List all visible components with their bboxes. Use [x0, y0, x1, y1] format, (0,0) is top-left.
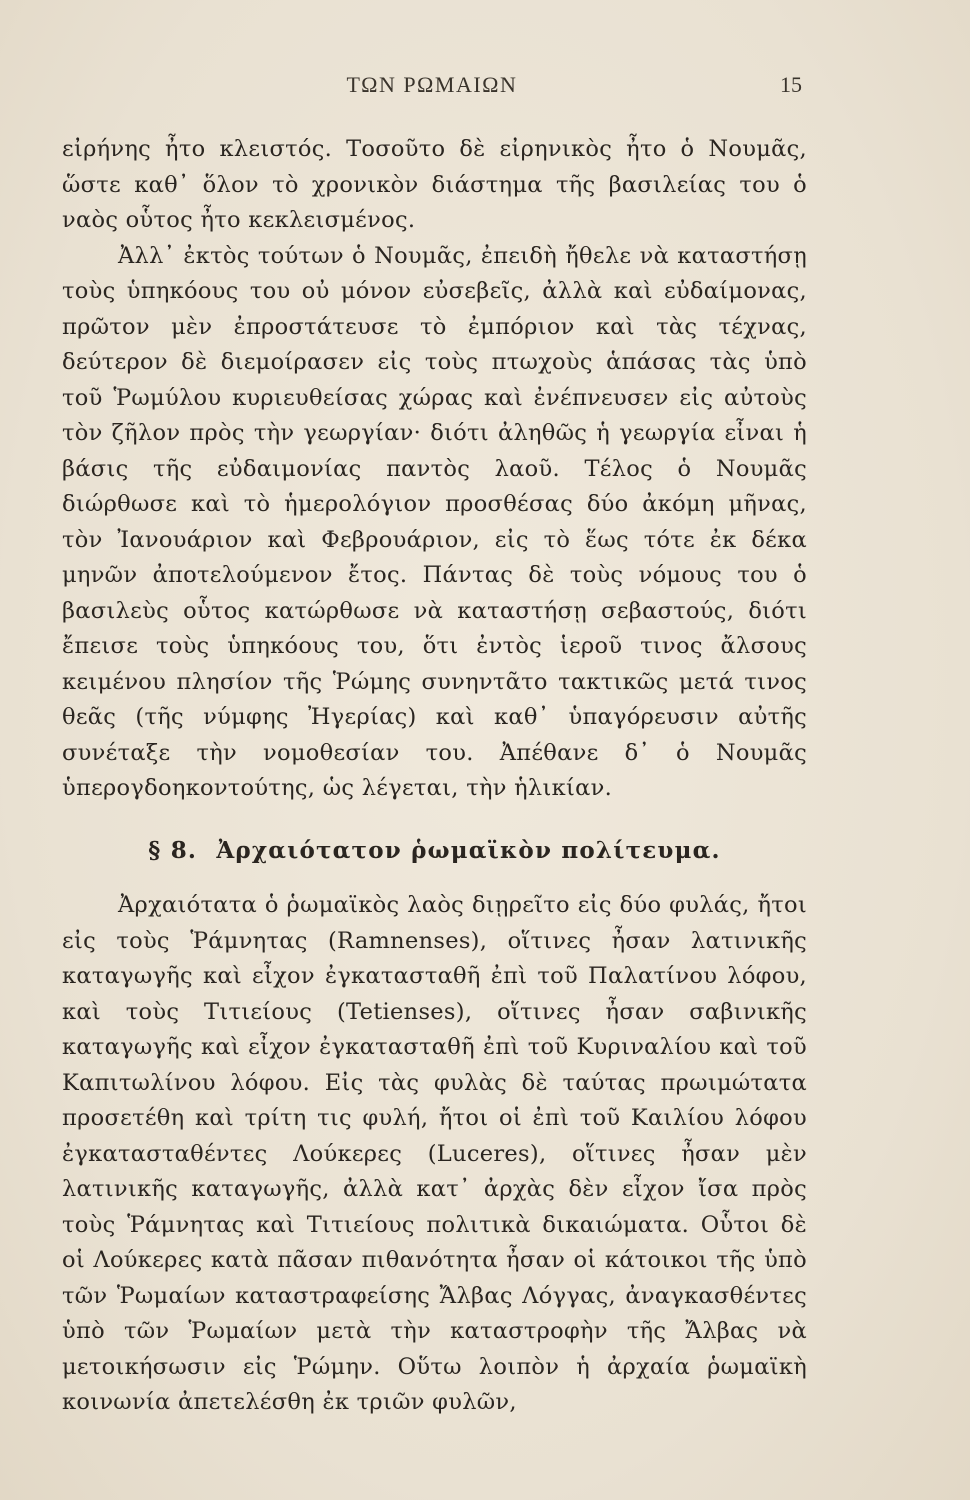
paragraph-numas: Ἀλλ᾽ ἐκτὸς τούτων ὁ Νουμᾶς, ἐπειδὴ ἤθελε νὰ καταστήσῃ τοὺς ὑπηκόους του οὐ μόνον εὐσεβεῖς, ἀλλὰ καὶ εὐδαίμονας, πρῶτον μὲν ἐπροστάτευσε τὸ ἐμπόριον καὶ τὰς τέχνας, δεύτερον δὲ διεμοίρασεν εἰς τοὺς πτωχοὺς ἁπάσας τὰς ὑπὸ τοῦ Ῥωμύλου κυριευθείσας χώρας καὶ ἐνέπνευσεν εἰς αὐτοὺς τὸν ζῆλον πρὸς τὴν γεωργίαν· διότι ἀληθῶς ἡ γεωργία εἶναι ἡ βάσις τῆς εὐδαιμονίας παντὸς λαοῦ. Τέλος ὁ Νουμᾶς διώρθωσε καὶ τὸ ἡμερολόγιον προσθέσας δύο ἀκόμη μῆνας, τὸν Ἰανουάριον καὶ Φεβρουάριον, εἰς τὸ ἕως τότε ἐκ δέκα μηνῶν ἀποτελούμενον ἔτος. Πάντας δὲ τοὺς νόμους του ὁ βασιλεὺς οὗτος κατώρθωσε νὰ καταστήσῃ σεβαστούς, διότι ἔπεισε τοὺς ὑπηκόους του, ὅτι ἐντὸς ἱεροῦ τινος ἄλσους κειμένου πλησίον τῆς Ῥώμης συνηντᾶτο τακτικῶς μετά τινος θεᾶς (τῆς νύμφης Ἠγερίας) καὶ καθ᾽ ὑπαγόρευσιν αὐτῆς συνέταξε τὴν νομοθεσίαν του. Ἀπέθανε δ᾽ ὁ Νουμᾶς ὑπερογδοηκοντούτης, ὡς λέγεται, τὴν ἡλικίαν. — [62, 242, 807, 801]
running-head: ΤΩΝ ΡΩΜΑΙΩΝ — [346, 72, 518, 97]
page-header — [62, 72, 802, 106]
section-mark: § 8. — [148, 836, 198, 864]
paragraph-continued: εἰρήνης ἦτο κλειστός. Τοσοῦτο δὲ εἰρηνικὸς ἦτο ὁ Νουμᾶς, ὥστε καθ᾽ ὅλον τὸ χρονικὸν διάστημα τῆς βασιλείας του ὁ ναὸς οὗτος ἦτο κεκλεισμένος. — [62, 136, 807, 233]
section-heading — [62, 833, 807, 869]
page-number: 15 — [780, 72, 802, 97]
section-title: Ἀρχαιότατον ῥωμαϊκὸν πολίτευμα. — [216, 836, 721, 864]
body-text — [62, 132, 807, 1421]
paragraph-tribes: Ἀρχαιότατα ὁ ῥωμαϊκὸς λαὸς διῃρεῖτο εἰς δύο φυλάς, ἤτοι εἰς τοὺς Ῥάμνητας (Ramnenses), οἵτινες ἦσαν λατινικῆς καταγωγῆς καὶ εἶχον ἐγκατασταθῆ ἐπὶ τοῦ Παλατίνου λόφου, καὶ τοὺς Τιτιείους (Tetienses), οἵτινες ἦσαν σαβινικῆς καταγωγῆς καὶ εἶχον ἐγκατασταθῆ ἐπὶ τοῦ Κυριναλίου καὶ τοῦ Καπιτωλίνου λόφου. Εἰς τὰς φυλὰς δὲ ταύτας πρωιμώτατα προσετέθη καὶ τρίτη τις φυλή, ἤτοι οἱ ἐπὶ τοῦ Καιλίου λόφου ἐγκατασταθέντες Λούκερες (Luceres), οἵτινες ἦσαν μὲν λατινικῆς καταγωγῆς, ἀλλὰ κατ᾽ ἀρχὰς δὲν εἶχον ἴσα πρὸς τοὺς Ῥάμνητας καὶ Τιτιείους πολιτικὰ δικαιώματα. Οὗτοι δὲ οἱ Λούκερες κατὰ πᾶσαν πιθανότητα ἦσαν οἱ κάτοικοι τῆς ὑπὸ τῶν Ῥωμαίων καταστραφείσης Ἄλβας Λόγγας, ἀναγκασθέντες ὑπὸ τῶν Ῥωμαίων μετὰ τὴν καταστροφὴν τῆς Ἄλβας νὰ μετοικήσωσιν εἰς Ῥώμην. Οὕτω λοιπὸν ἡ ἀρχαία ῥωμαϊκὴ κοινωνία ἀπετελέσθη ἐκ τριῶν φυλῶν, — [62, 892, 807, 1415]
